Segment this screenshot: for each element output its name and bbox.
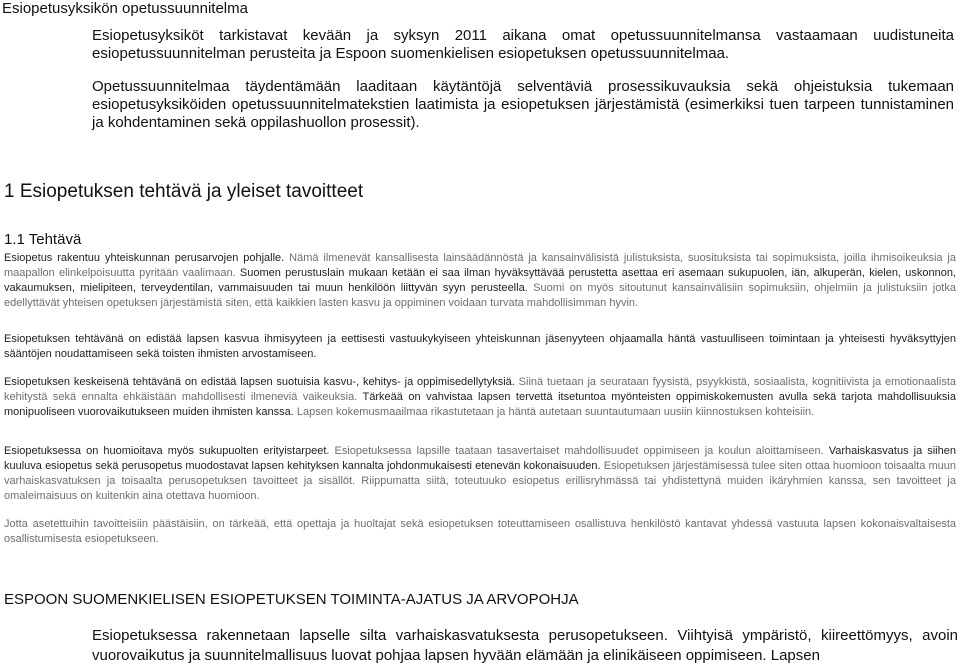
intro-paragraph-1: Esiopetusyksiköt tarkistavat kevään ja syksyn 2011 aikana omat opetussuunnitelmansa vastaamaan uudistuneita esiopetussuunnitelman perusteita ja Espoon suomenkielisen esiopetuksen opetussuunnitelmaa.	[92, 27, 954, 62]
paragraph-grey-text: Suomi on myös sitoutunut kansainvälisiin sopimuksiin, ohjelmiin ja julistuksiin jotka edellyttävät yhteisen opetuksen järjestämistä siten, että kaikkien lasten kasvu ja oppiminen voidaan turvata mahdollisimman hyvin.	[4, 282, 956, 309]
paragraph-grey-text: Siinä tuetaan ja seurataan fyysistä, psyykkistä, sosiaalista, kognitiivista ja emotionaalista kehitystä sekä ennalta ehkäistään mahdollisesti ilmeneviä vaikeuksia.	[4, 376, 956, 403]
paragraph-dark-text: Esiopetus rakentuu yhteiskunnan perusarvojen pohjalle.	[4, 252, 285, 264]
paragraph-dark-text: Varhaiskasvatus ja siihen kuuluva esiopetus sekä perusopetus muodostavat lapsen kehityksen kannalta johdonmukaisesti etenevän kokonaisuuden.	[4, 445, 956, 472]
paragraph-grey-text: Esiopetuksen järjestämisessä tulee siten ottaa huomioon toisaalta muun varhaiskasvatuksen ja toisaalta perusopetuksen tavoitteet ja sisällöt. Riippumatta siitä, toteutuuko esiopetus erillisryhmässä tai yhdistettynä muiden ikäryhmien kanssa, sen tavoitteet ja omaleimaisuus on kuitenkin aina otettava huomioon.	[4, 460, 956, 502]
paragraph-grey-text: Esiopetuksessa lapsille taataan tasavertaiset mahdollisuudet oppimiseen ja koulun aloittamiseen.	[329, 445, 824, 457]
intro-paragraph-2: Opetussuunnitelmaa täydentämään laaditaan käytäntöjä selventäviä prosessikuvauksia sekä ohjeistuksia tukemaan esiopetusyksiköiden opetussuunnitelmatekstien laatimista ja esiopetuksen järjestämistä (esimerkiksi tuen tarpeen tunnistaminen ja kohdentaminen sekä oppilashuollon prosessit).	[92, 78, 954, 131]
section2-paragraph: Esiopetuksessa rakennetaan lapselle silta varhaiskasvatuksesta perusopetukseen. Viihtyisä ympäristö, kiireettömyys, avoin vuorovaikutus ja suunnitelmallisuus luovat pohjaa lapsen hyvään elämään ja elinikäiseen oppimiseen. Lapsen	[92, 627, 958, 664]
body-paragraph	[4, 332, 956, 362]
paragraph-dark-text: Esiopetuksessa on huomioitava myös sukupuolten erityistarpeet.	[4, 445, 330, 457]
paragraph-grey-text: Jotta asetettuihin tavoitteisiin päästäisiin, on tärkeää, että opettaja ja huoltajat sekä esiopetuksen toteuttamiseen osallistuva henkilöstö kantavat yhdessä vastuuta lapsen kokonaisvaltaisesta osallistumisesta esiopetukseen.	[4, 518, 956, 545]
section-heading-1-1: 1.1 Tehtävä	[4, 231, 82, 248]
body-paragraph	[4, 517, 956, 547]
document-title: Esiopetusyksikön opetussuunnitelma	[2, 0, 248, 17]
paragraph-dark-text: Suomen perustuslain mukaan ketään ei saa ilman hyväksyttävää perustetta asettaa eri asemaan sukupuolen, iän, alkuperän, kielen, uskonnon, vakaumuksen, mielipiteen, terveydentilan, vammaisuuden tai muun henkilöön liittyvän syyn perusteella.	[4, 267, 956, 294]
paragraph-grey-text: Nämä ilmenevät kansallisesta lainsäädännöstä ja kansainvälisistä julistuksista, suosituksista tai sopimuksista, joilla ihmisoikeuksia ja maapallon elinkelpoisuutta pyritään vaalimaan.	[4, 252, 956, 279]
body-paragraph	[4, 251, 956, 311]
paragraph-dark-text: Esiopetuksen tehtävänä on edistää lapsen kasvua ihmisyyteen ja eettisesti vastuukykyiseen yhteiskunnan jäsenyyteen ohjaamalla häntä vastuulliseen toimintaan ja yhteisesti hyväksyttyjen sääntöjen noudattamiseen sekä toisten ihmisten arvostamiseen.	[4, 333, 956, 360]
body-paragraph	[4, 444, 956, 504]
section-heading-1: 1 Esiopetuksen tehtävä ja yleiset tavoitteet	[4, 181, 364, 202]
paragraph-dark-text: Esiopetuksen keskeisenä tehtävänä on edistää lapsen suotuisia kasvu-, kehitys- ja oppimisedellytyksiä.	[4, 376, 515, 388]
body-paragraph	[4, 375, 956, 420]
paragraph-dark-text: Tärkeää on vahvistaa lapsen tervettä itsetuntoa myönteisten oppimiskokemusten avulla sekä tarjota mahdollisuuksia monipuoliseen vuorovaikutukseen muiden ihmisten kanssa.	[4, 391, 956, 418]
section-heading-2: ESPOON SUOMENKIELISEN ESIOPETUKSEN TOIMINTA-AJATUS JA ARVOPOHJA	[4, 591, 579, 608]
paragraph-grey-text: Lapsen kokemusmaailmaa rikastutetaan ja häntä autetaan suuntautumaan uusiin kiinnostuksen kohteisiin.	[293, 406, 815, 418]
